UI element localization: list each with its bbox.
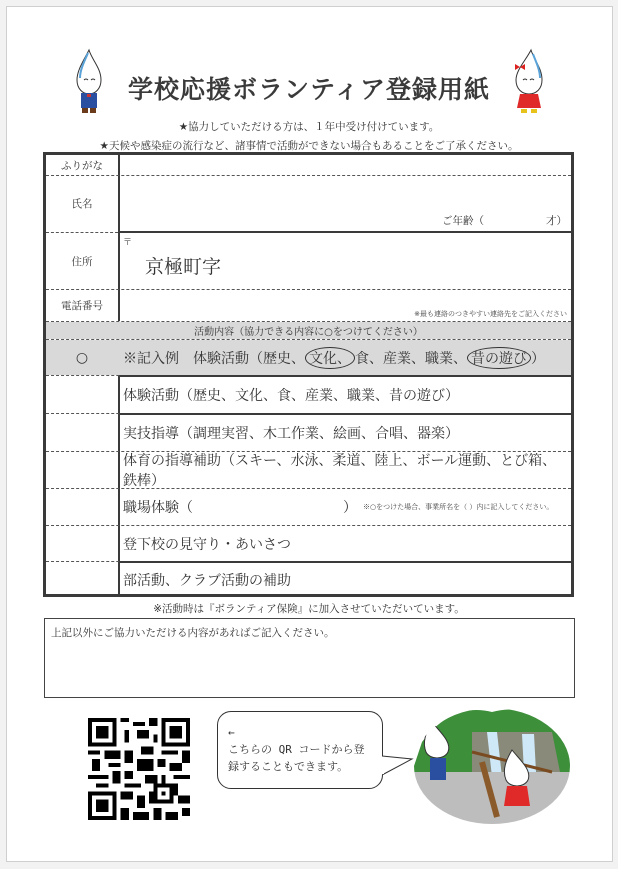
circled-culture: 文化、 [305, 347, 355, 369]
mascots-fountain-illustration [412, 702, 572, 824]
address-label: 住所 [71, 255, 93, 268]
activity-check-patrol[interactable] [46, 526, 118, 561]
other-contributions-prompt: 上記以外にご協力いただける内容があればご記入ください。 [51, 627, 335, 639]
circled-old-games: 昔の遊び [467, 347, 531, 369]
activity-check-pe[interactable] [46, 452, 118, 488]
phone-note: ※最も連絡のつきやすい連絡先をご記入ください [414, 310, 567, 318]
phone-input[interactable] [123, 290, 567, 321]
name-row [46, 176, 571, 231]
arrow-left-icon: ← [228, 726, 235, 739]
age-label: ご年齢（ [442, 215, 484, 227]
other-contributions-field[interactable] [44, 618, 575, 698]
name-input[interactable] [123, 176, 567, 231]
activity-row-patrol: 登下校の見守り・あいさつ [46, 526, 571, 561]
furigana-input[interactable] [123, 155, 567, 175]
name-label: 氏名 [71, 198, 93, 210]
phone-label: 電話番号 [61, 300, 103, 312]
insurance-note: ※活動時は『ボランティア保険』に加入させていただいています。 [153, 603, 465, 615]
phone-row [46, 290, 571, 321]
workplace-note: ※○をつけた場合、事業所名を（ ）内に記入してください。 [363, 503, 554, 511]
activity-row-pe: 体育の指導補助（スキー、水泳、柔道、陸上、ボール運動、とび箱、鉄棒） [46, 452, 571, 488]
bubble-tail [382, 755, 414, 779]
registration-form [43, 152, 574, 597]
address-prefill: 京極町字 [145, 256, 222, 278]
activity-row-club: 部活動、クラブ活動の補助 [46, 563, 571, 597]
page-title: 学校応援ボランティア登録用紙 [127, 75, 490, 104]
furigana-row [46, 155, 571, 175]
qr-speech-bubble: ← こちらの QR コードから登 録することもできます。 [217, 711, 383, 789]
intro-note: ★協力していただける方は、１年中受け付けています。 [178, 121, 440, 133]
example-text: ※記入例 体験活動（歴史、 文化、 食、産業、職業、 昔の遊び ） [123, 340, 567, 375]
example-mark: ○ [75, 349, 89, 366]
activity-row-skill: 実技指導（調理実習、木工作業、絵画、合唱、器楽） [46, 415, 571, 450]
address-row [46, 234, 571, 288]
activity-row-workplace: 職場体験（ ） ※○をつけた場合、事業所名を（ ）内に記入してください。 [46, 489, 571, 525]
activity-row-experience: 体験活動（歴史、文化、食、産業、職業、昔の遊び） [46, 377, 571, 412]
activity-check-experience[interactable] [46, 377, 118, 412]
furigana-label: ふりがな [61, 159, 103, 172]
example-row [46, 340, 571, 375]
disclaimer-note: ★天候や感染症の流行など、諸事情で活動ができない場合もあることをご了承ください。 [99, 140, 519, 152]
address-input[interactable] [123, 234, 567, 288]
age-suffix: 才） [546, 215, 567, 227]
activity-header: 活動内容（協力できる内容に○をつけてください） [46, 322, 571, 339]
activity-check-club[interactable] [46, 563, 118, 597]
activity-check-workplace[interactable] [46, 489, 118, 525]
qr-code-icon[interactable] [88, 718, 190, 820]
postal-mark: 〒 [123, 238, 133, 248]
activity-check-skill[interactable] [46, 415, 118, 450]
